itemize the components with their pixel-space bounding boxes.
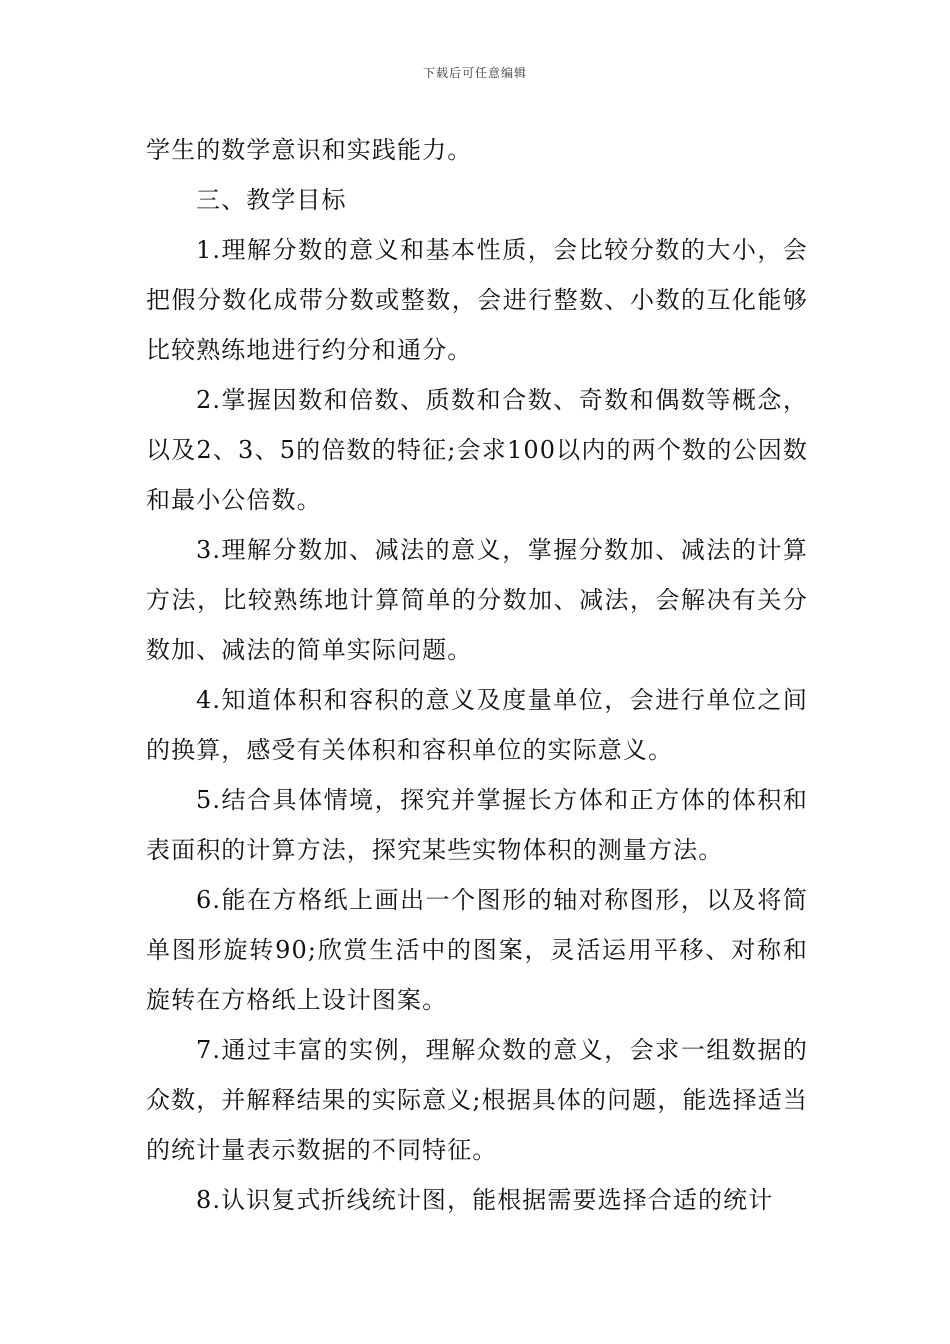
objective-2: 2.掌握因数和倍数、质数和合数、奇数和偶数等概念，以及2、3、5的倍数的特征;会求100以内的两个数的公因数和最小公倍数。: [146, 386, 808, 514]
section-heading: 三、教学目标: [196, 186, 347, 214]
objective-5: 5.结合具体情境，探究并掌握长方体和正方体的体积和表面积的计算方法，探究某些实物体积的测量方法。: [146, 786, 808, 864]
objective-8: 8.认识复式折线统计图，能根据需要选择合适的统计: [196, 1186, 774, 1214]
document-body: [146, 125, 808, 1225]
objective-3: 3.理解分数加、减法的意义，掌握分数加、减法的计算方法，比较熟练地计算简单的分数加、减法，会解决有关分数加、减法的简单实际问题。: [146, 536, 808, 664]
objective-4: 4.知道体积和容积的意义及度量单位，会进行单位之间的换算，感受有关体积和容积单位的实际意义。: [146, 686, 808, 764]
objective-6: 6.能在方格纸上画出一个图形的轴对称图形，以及将简单图形旋转90;欣赏生活中的图案，灵活运用平移、对称和旋转在方格纸上设计图案。: [146, 886, 808, 1014]
paragraph-continuation: 学生的数学意识和实践能力。: [146, 136, 473, 164]
objective-7: 7.通过丰富的实例，理解众数的意义，会求一组数据的众数，并解释结果的实际意义;根据具体的问题，能选择适当的统计量表示数据的不同特征。: [146, 1036, 808, 1164]
objective-1: 1.理解分数的意义和基本性质，会比较分数的大小，会把假分数化成带分数或整数，会进行整数、小数的互化能够比较熟练地进行约分和通分。: [146, 236, 808, 364]
page-header: 下载后可任意编辑: [422, 66, 527, 80]
